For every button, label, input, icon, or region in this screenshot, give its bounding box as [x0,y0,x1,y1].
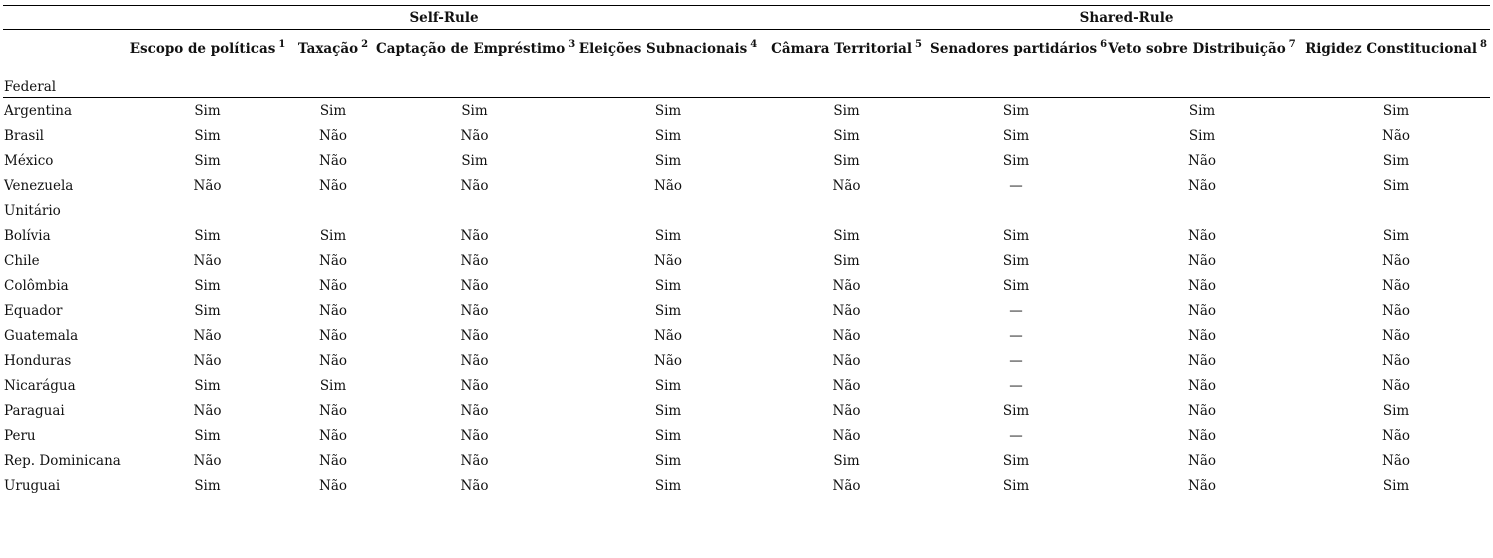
column-header-rigidez [1302,30,1490,98]
value-cell: Não [832,427,861,444]
value-cell: Não [460,452,489,469]
value-cell: Não [319,127,347,144]
value-cell: Sim [1382,402,1410,419]
column-header-note: 8 [1480,39,1487,50]
value-cell: Sim [833,227,860,244]
value-cell: Sim [833,127,860,144]
table-row [3,273,1490,298]
value-cell: Sim [654,277,682,294]
country-cell: Paraguai [4,402,65,419]
value-cell: Não [832,302,861,319]
country-cell: Bolívia [4,227,51,244]
value-cell: Não [319,252,347,269]
table-row [3,98,1490,124]
group-header-row [3,6,1490,30]
value-cell: Sim [1002,127,1030,144]
column-header-veto [1102,30,1302,98]
country-cell: Argentina [3,98,125,124]
column-header-note: 1 [278,39,286,50]
value-cell: Não [654,177,683,194]
value-cell: Não [1382,302,1411,319]
value-cell: Sim [376,98,573,124]
value-cell: Não [1188,227,1217,244]
value-cell: Sim [654,227,682,244]
value-cell: Não [654,352,683,369]
value-cell: Não [1188,177,1217,194]
value-cell: Não [1188,152,1217,169]
value-cell: Não [832,402,861,419]
value-cell: Não [460,427,489,444]
value-cell: Não [1382,252,1411,269]
federalism-table [3,5,1490,498]
country-cell: Nicarágua [4,377,76,394]
value-cell: Não [654,327,683,344]
column-header-senadores [930,30,1108,98]
value-cell: Não [319,177,347,194]
column-header-note: 5 [914,39,922,50]
column-header-label: Eleições Subnacionais [578,41,748,57]
value-cell: Não [460,227,489,244]
value-cell: Sim [461,152,488,169]
country-cell: Colômbia [4,277,69,294]
value-cell: Sim [1002,152,1030,169]
value-cell: Não [319,352,347,369]
table-row [3,323,1490,348]
column-header-escopo [125,30,290,98]
value-cell: Sim [1002,402,1030,419]
value-cell: Sim [654,152,682,169]
value-cell: Não [460,127,489,144]
column-header-row [3,30,1490,98]
value-cell: Sim [319,227,347,244]
value-cell: Sim [654,452,682,469]
value-cell: Sim [319,377,347,394]
value-cell: Sim [833,252,860,269]
value-cell: Não [460,252,489,269]
column-header-note: 6 [1100,39,1108,50]
table-row [3,348,1490,373]
column-header-label: Taxação [297,41,359,57]
column-header-label: Escopo de políticas [129,41,276,57]
column-header-label: Veto sobre Distribuição [1108,41,1286,57]
section-label-federal: Federal [3,30,125,98]
value-cell: Não [1382,427,1411,444]
value-cell: Não [832,352,861,369]
value-cell: Não [460,277,489,294]
value-cell: Não [460,402,489,419]
value-cell: Sim [1382,227,1410,244]
value-cell: Sim [833,152,860,169]
column-header-captacao [376,30,576,98]
value-cell: Não [1382,327,1411,344]
value-cell: Não [460,302,489,319]
value-cell: — [1009,427,1023,444]
value-cell: Não [193,177,222,194]
value-cell: Sim [1002,277,1030,294]
column-header-taxacao [290,30,376,98]
value-cell: — [1009,327,1023,344]
country-cell: Peru [4,427,36,444]
table-row [3,298,1490,323]
country-cell: Equador [4,302,63,319]
group-header-shared-rule: Shared-Rule [763,6,1490,30]
value-cell: Não [1382,127,1411,144]
value-cell: Não [460,377,489,394]
column-header-label: Captação de Empréstimo [376,41,566,57]
value-cell: Sim [194,302,221,319]
value-cell: Não [832,277,861,294]
table-row [3,398,1490,423]
country-cell: Guatemala [4,327,79,344]
value-cell: Sim [125,98,290,124]
table-row [3,148,1490,173]
value-cell: Sim [194,427,221,444]
value-cell: Sim [654,427,682,444]
value-cell: Não [1188,352,1217,369]
value-cell: Sim [654,302,682,319]
value-cell: — [1009,352,1023,369]
value-cell: Sim [930,98,1102,124]
column-header-note: 4 [750,39,758,50]
table-row [3,373,1490,398]
value-cell: Não [319,477,347,494]
value-cell: Não [460,352,489,369]
value-cell: Não [1382,352,1411,369]
value-cell: Não [319,302,347,319]
value-cell: Não [832,327,861,344]
value-cell: Não [193,352,222,369]
column-header-note: 2 [361,39,369,50]
value-cell: Sim [1102,98,1302,124]
value-cell: Não [460,177,489,194]
table-row [3,473,1490,498]
value-cell: Não [832,477,861,494]
value-cell: Sim [194,277,221,294]
value-cell: Sim [573,98,763,124]
table-row [3,448,1490,473]
country-cell: Brasil [4,127,44,144]
value-cell: Não [1188,402,1217,419]
value-cell: Não [319,452,347,469]
table-row [3,123,1490,148]
value-cell: Sim [194,477,221,494]
value-cell: Sim [1382,177,1410,194]
column-header-camara [763,30,930,98]
group-header-self-rule: Self-Rule [125,6,763,30]
value-cell: Não [193,402,222,419]
value-cell: Não [1382,277,1411,294]
column-header-note: 7 [1288,39,1296,50]
value-cell: Não [460,327,489,344]
country-cell: Chile [4,252,40,269]
section-label-unitario: Unitário [4,202,61,219]
value-cell: Sim [654,402,682,419]
value-cell: Sim [1002,452,1030,469]
value-cell: Não [193,452,222,469]
column-header-label: Senadores partidários [930,41,1098,57]
value-cell: Não [193,327,222,344]
value-cell: Sim [654,377,682,394]
value-cell: — [1009,177,1023,194]
value-cell: Sim [1302,98,1490,124]
value-cell: Sim [194,152,221,169]
value-cell: Sim [194,227,221,244]
value-cell: Não [1188,327,1217,344]
value-cell: Não [319,402,347,419]
value-cell: Sim [654,477,682,494]
value-cell: Não [1188,377,1217,394]
column-header-label: Rigidez Constitucional [1305,41,1478,57]
column-header-note: 3 [568,39,576,50]
value-cell: Não [319,277,347,294]
value-cell: Não [1382,452,1411,469]
value-cell: Não [319,152,347,169]
value-cell: Sim [654,127,682,144]
value-cell: Sim [194,127,221,144]
value-cell: Não [1188,277,1217,294]
value-cell: Sim [1002,227,1030,244]
table-row [3,173,1490,198]
table-row [3,423,1490,448]
table-row [3,223,1490,248]
table-row [3,248,1490,273]
value-cell: Não [832,377,861,394]
value-cell: Sim [1382,152,1410,169]
country-cell: Venezuela [4,177,74,194]
country-cell: Honduras [4,352,72,369]
value-cell: Não [1188,477,1217,494]
section-row [3,198,1490,223]
value-cell: Não [319,327,347,344]
value-cell: Sim [1002,252,1030,269]
value-cell: — [1009,377,1023,394]
table-body [3,98,1490,499]
value-cell: Não [1188,427,1217,444]
value-cell: Sim [1382,477,1410,494]
value-cell: — [1009,302,1023,319]
value-cell: Sim [763,98,930,124]
country-cell: Uruguai [4,477,61,494]
value-cell: Não [319,427,347,444]
value-cell: Sim [1002,477,1030,494]
value-cell: Não [1188,302,1217,319]
country-cell: Rep. Dominicana [4,452,121,469]
column-header-eleicoes [573,30,763,98]
value-cell: Sim [194,377,221,394]
value-cell: Não [654,252,683,269]
value-cell: Sim [1188,127,1216,144]
country-cell: México [4,152,54,169]
value-cell: Sim [833,452,860,469]
value-cell: Não [460,477,489,494]
value-cell: Não [1382,377,1411,394]
value-cell: Não [193,252,222,269]
group-header-blank [3,6,125,30]
value-cell: Não [1188,452,1217,469]
column-header-label: Câmara Territorial [771,41,912,57]
value-cell: Não [1188,252,1217,269]
value-cell: Sim [290,98,376,124]
value-cell: Não [832,177,861,194]
